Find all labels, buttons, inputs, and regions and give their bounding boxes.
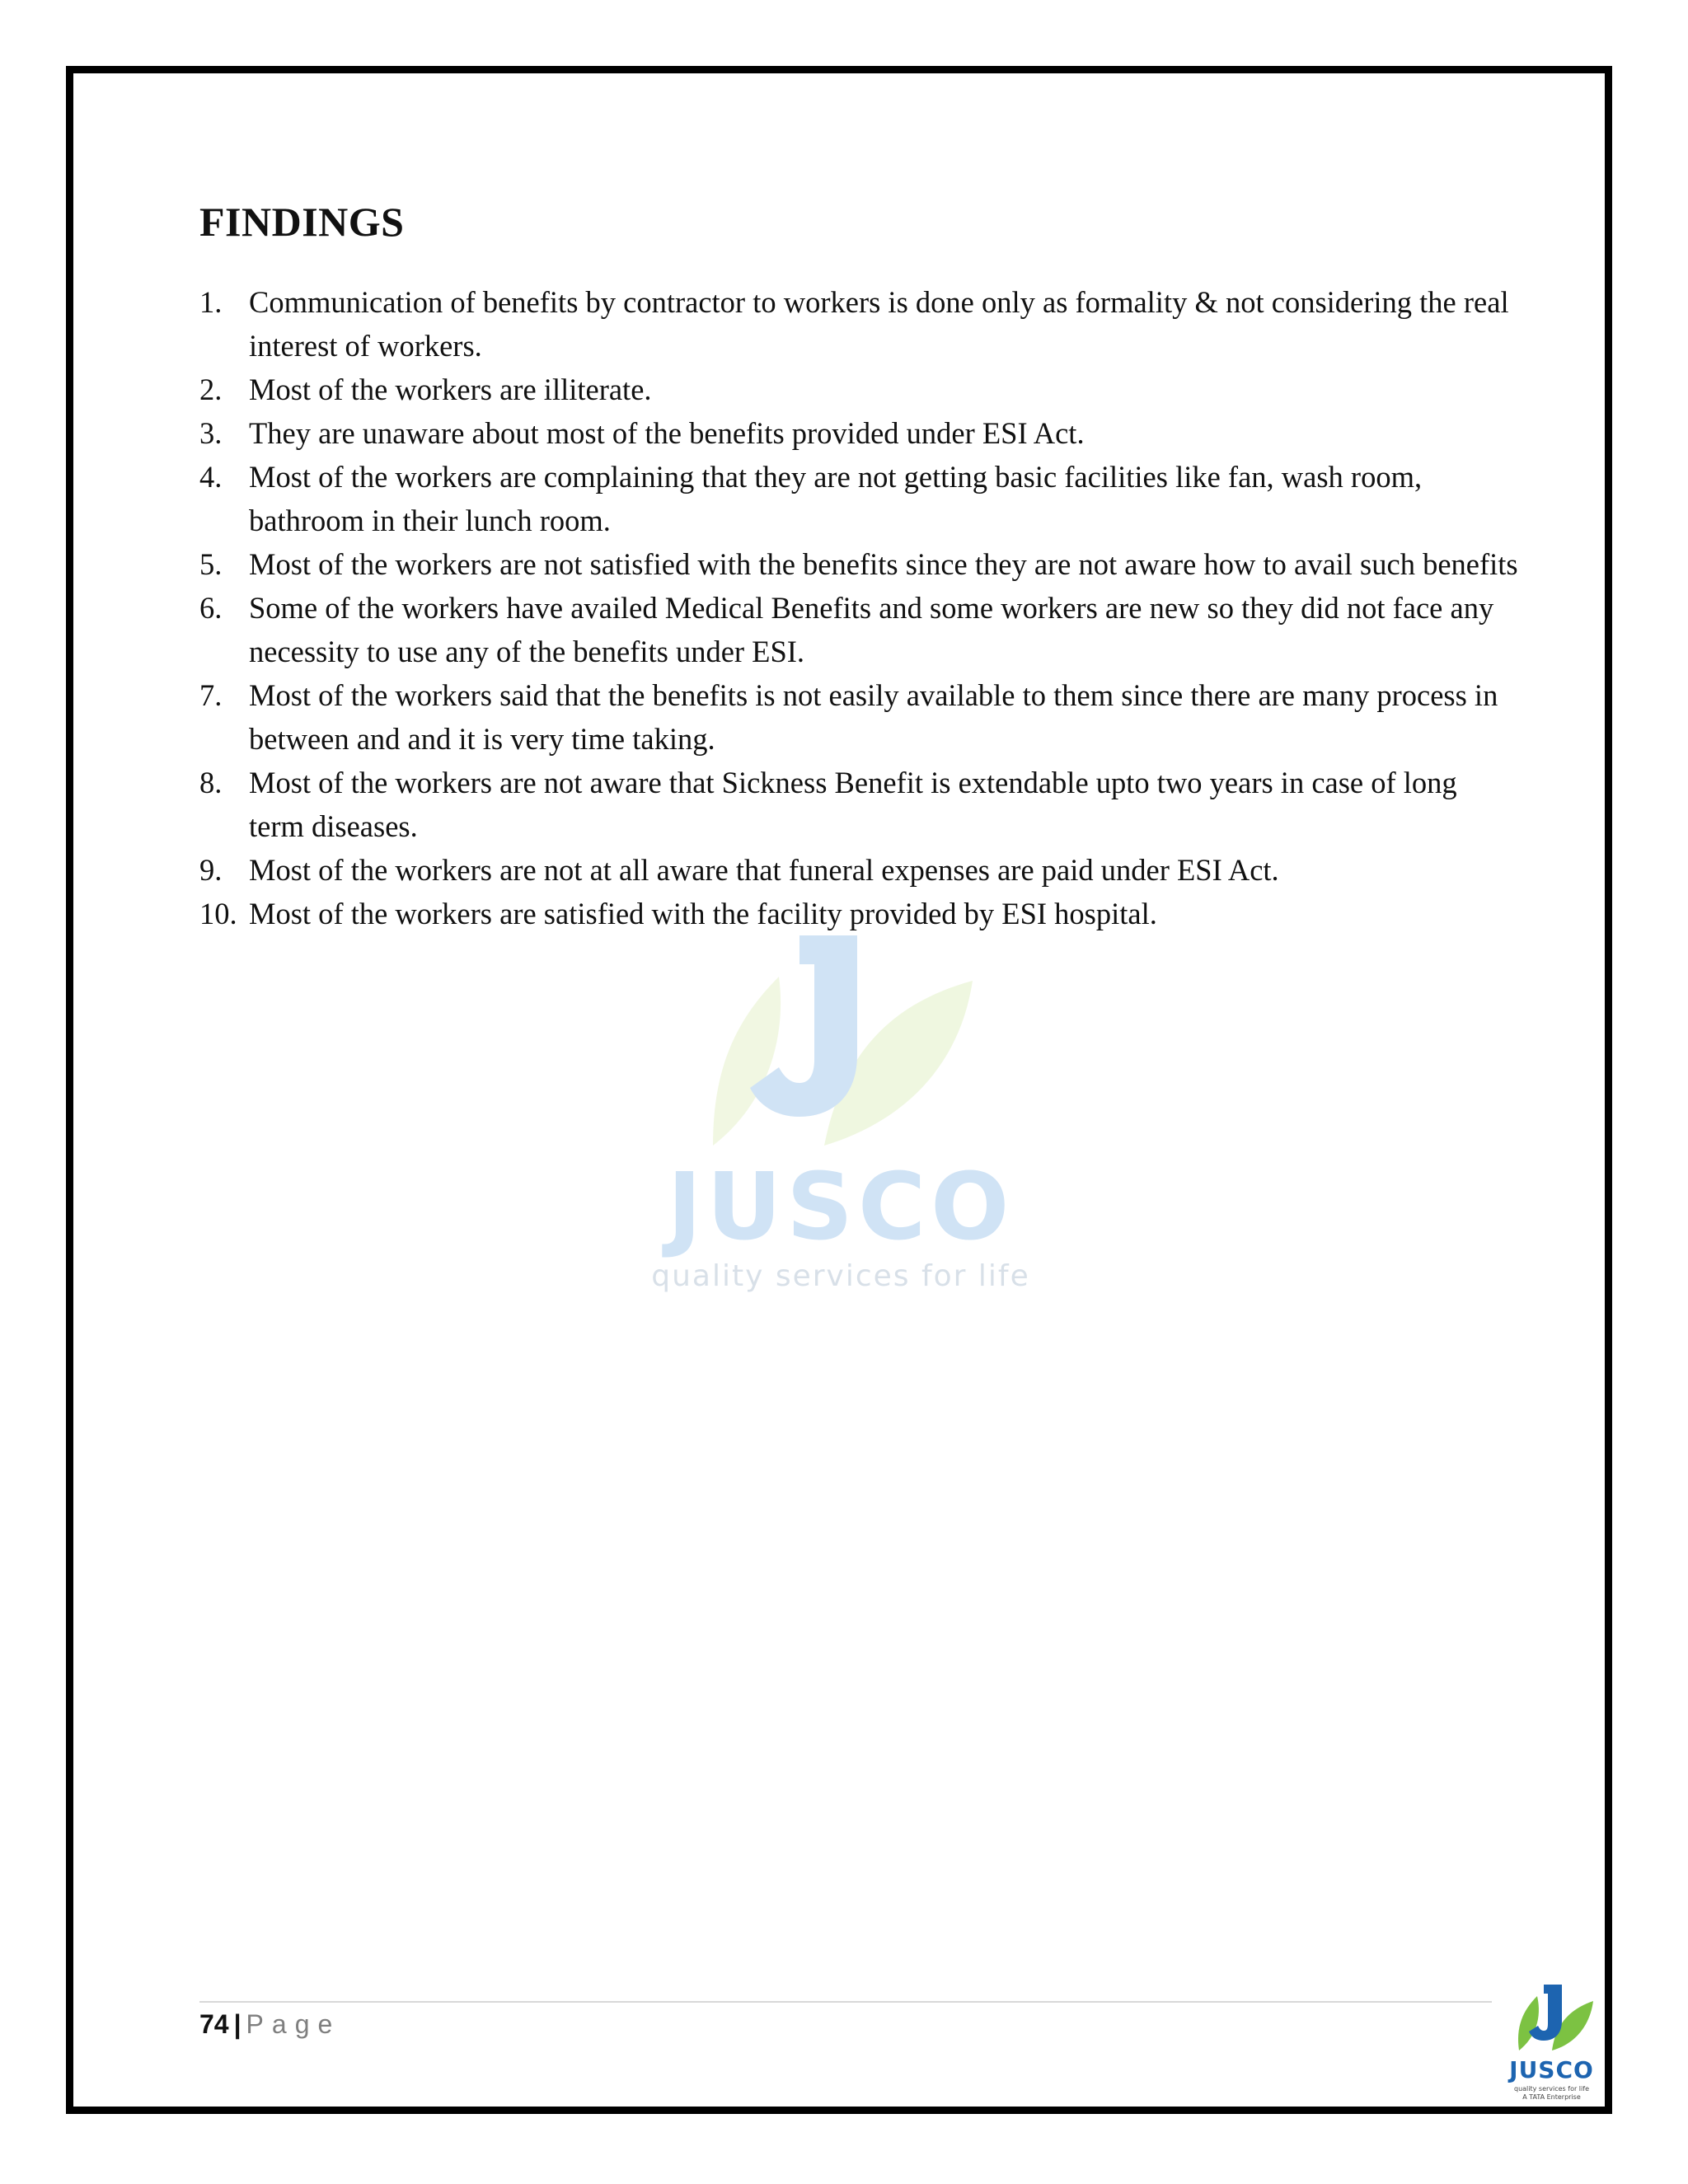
- list-item-text: Most of the workers are not satisfied with the benefits since they are not aware how to avail such benefits: [249, 547, 1518, 581]
- list-item-text: Most of the workers are satisfied with the facility provided by ESI hospital.: [249, 897, 1157, 930]
- footer-divider: [199, 2001, 1492, 2003]
- list-item-text: Most of the workers said that the benefits is not easily available to them since there are many process in between and and it is very time taking.: [249, 678, 1498, 756]
- watermark-tagline: quality services for life: [651, 1259, 1030, 1293]
- list-item-number: 7.: [199, 678, 223, 712]
- list-item-number: 1.: [199, 285, 223, 319]
- list-item-number: 3.: [199, 416, 223, 450]
- findings-list: [199, 280, 1518, 935]
- footer-separator: |: [233, 2009, 241, 2039]
- list-item-number: 5.: [199, 547, 223, 581]
- list-item: [199, 368, 1518, 411]
- page-number: 74: [199, 2009, 229, 2039]
- list-item: [199, 892, 1518, 935]
- list-item-text: Some of the workers have availed Medical Benefits and some workers are new so they did not face any necessity to use any of the benefits under ESI.: [249, 591, 1494, 668]
- list-item: [199, 542, 1518, 586]
- list-item-number: 8.: [199, 766, 223, 799]
- jusco-leaf-logo-icon: [1496, 1978, 1607, 2056]
- list-item-text: They are unaware about most of the benefits provided under ESI Act.: [249, 416, 1085, 450]
- logo-brand-text: JUSCO: [1509, 2056, 1594, 2083]
- page-word: Page: [246, 2009, 341, 2039]
- list-item-text: Most of the workers are illiterate.: [249, 373, 652, 406]
- list-item: [199, 761, 1518, 848]
- list-item: [199, 673, 1518, 761]
- list-item: [199, 848, 1518, 892]
- list-item-text: Communication of benefits by contractor to workers is done only as formality & not considering the real interest of workers.: [249, 285, 1509, 363]
- list-item-number: 9.: [199, 853, 223, 887]
- list-item: [199, 586, 1518, 673]
- list-item-number: 6.: [199, 591, 223, 625]
- logo-tagline-text: quality services for life: [1513, 2085, 1589, 2093]
- list-item-number: 10.: [199, 897, 237, 930]
- list-item: [199, 455, 1518, 542]
- list-item: [199, 411, 1518, 455]
- page-number-footer: [199, 2009, 340, 2040]
- list-item: [199, 280, 1518, 368]
- list-item-number: 2.: [199, 373, 223, 406]
- list-item-number: 4.: [199, 460, 223, 494]
- logo-subtag-text: A TATA Enterprise: [1522, 2093, 1581, 2101]
- logo-tagline: [1496, 2085, 1607, 2102]
- list-item-text: Most of the workers are not aware that Sickness Benefit is extendable upto two years in case of long term diseases.: [249, 766, 1457, 843]
- watermark-brand-text: JUSCO: [667, 1154, 1015, 1261]
- jusco-watermark: [635, 898, 1047, 1310]
- list-item-text: Most of the workers are complaining that they are not getting basic facilities like fan, wash room, bathroom in their lunch room.: [249, 460, 1423, 537]
- jusco-logo: [1496, 1978, 1607, 2110]
- list-item-text: Most of the workers are not at all aware that funeral expenses are paid under ESI Act.: [249, 853, 1279, 887]
- jusco-leaf-watermark-icon: [635, 898, 1047, 1162]
- page-title: FINDINGS: [199, 199, 405, 245]
